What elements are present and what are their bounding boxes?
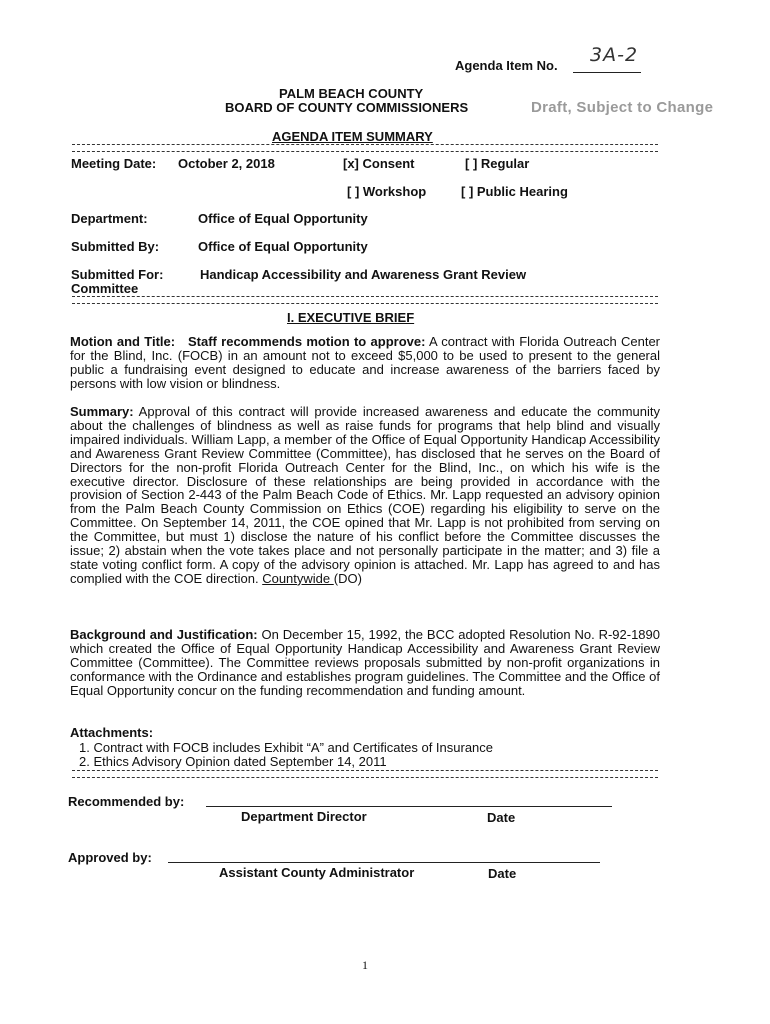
summary-end: (DO) — [333, 570, 362, 586]
approved-role: Assistant County Administrator — [219, 865, 415, 880]
background-text: On December 15, 1992, the BCC adopted Resolution No. R-92-1890 which created the Office of Equal Opportunity Handicap Accessibility and Awareness Grant Review Committee (Committee). The Committee reviews proposals submitted by non-profit organizations in conformance with the Ordinance and establishes program guidelines. The Committee and the Office of Equal Opportunity concur on the funding recommendation and funding amount. — [70, 627, 660, 698]
regular-checkbox: [ ] Regular — [465, 156, 530, 171]
section-heading: I. EXECUTIVE BRIEF — [287, 310, 415, 325]
summary-text: Approval of this contract will provide increased awareness and educate the community about the challenges of blindness as well as raise funds for programs that help blind and visually impaired individuals. William Lapp, a member of the Office of Equal Opportunity Handicap Accessibility and Awareness Grant Review Committee (Committee), has disclosed that he serves on the Board of Directors for the non-profit Florida Outreach Center for the Blind, Inc., on which his wife is the executive director. Disclosure of these relationships are being provided in accordance with the provision of Section 2-443 of the Palm Beach Code of Ethics. Mr. Lapp requested an advisory opinion from the Palm Beach County Commission on Ethics (COE) regarding his eligibility to serve on the Committee. On September 14, 2011, the COE opined that Mr. Lapp is not prohibited from serving on the Committee, but must 1) disclose the nature of his conflict before the Committee discusses the issue; 2) abstain when the vote takes place and not personally participate in the matter; and 3) file a state voting conflict form. A copy of the advisory opinion is attached. Mr. Lapp has agreed to and has complied with the COE direction. — [70, 404, 660, 586]
attachments-label: Attachments: — [70, 725, 154, 740]
approved-signature-line — [168, 862, 600, 863]
approved-by-label: Approved by: — [68, 850, 152, 865]
submitted-for-value: Handicap Accessibility and Awareness Grant Review — [200, 267, 527, 282]
county-name: PALM BEACH COUNTY — [279, 86, 424, 101]
agenda-item-label: Agenda Item No. — [455, 58, 558, 73]
draft-stamp: Draft, Subject to Change — [531, 99, 714, 116]
motion-paragraph — [70, 335, 660, 391]
motion-recommendation: Staff recommends motion to approve: — [187, 334, 426, 349]
summary-label: Summary: — [70, 404, 134, 419]
attachment-item: 2. Ethics Advisory Opinion dated September 14, 2011 — [79, 754, 387, 769]
department-value: Office of Equal Opportunity — [198, 211, 368, 226]
recommended-date-label: Date — [487, 810, 516, 825]
attachment-item: 1. Contract with FOCB includes Exhibit “A” and Certificates of Insurance — [79, 740, 494, 755]
approved-date-label: Date — [488, 866, 517, 881]
board-name: BOARD OF COUNTY COMMISSIONERS — [225, 100, 469, 115]
summary-paragraph — [70, 405, 660, 586]
meeting-date-label: Meeting Date: — [71, 156, 157, 171]
agenda-item-line — [573, 72, 641, 73]
consent-checkbox: [x] Consent — [343, 156, 415, 171]
page-number: 1 — [362, 958, 368, 972]
agenda-item-number: 3A-2 — [590, 44, 639, 66]
background-paragraph — [70, 628, 660, 698]
background-label: Background and Justification: — [70, 627, 258, 642]
countywide-tag: Countywide — [262, 570, 334, 586]
recommended-by-label: Recommended by: — [68, 794, 185, 809]
recommended-signature-line — [206, 806, 612, 807]
workshop-checkbox: [ ] Workshop — [347, 184, 427, 199]
submitted-by-value: Office of Equal Opportunity — [198, 239, 368, 254]
motion-text: A contract with Florida Outreach Center for the Blind, Inc. (FOCB) in an amount not to exceed $5,000 to be used to present to the general public a fundraising event designed to educate and increase awareness of the barriers faced by persons with low vision or blindness. — [70, 334, 661, 391]
divider — [72, 770, 658, 778]
divider — [72, 296, 658, 304]
submitted-for-label: Submitted For: — [71, 267, 164, 282]
public-hearing-checkbox: [ ] Public Hearing — [461, 184, 568, 199]
submitted-for-value-cont: Committee — [71, 281, 139, 296]
divider — [72, 144, 658, 152]
department-label: Department: — [71, 211, 148, 226]
page-title: AGENDA ITEM SUMMARY — [272, 129, 433, 144]
recommended-role: Department Director — [241, 809, 367, 824]
submitted-by-label: Submitted By: — [71, 239, 160, 254]
meeting-date-value: October 2, 2018 — [178, 156, 275, 171]
motion-label: Motion and Title: — [70, 334, 176, 349]
